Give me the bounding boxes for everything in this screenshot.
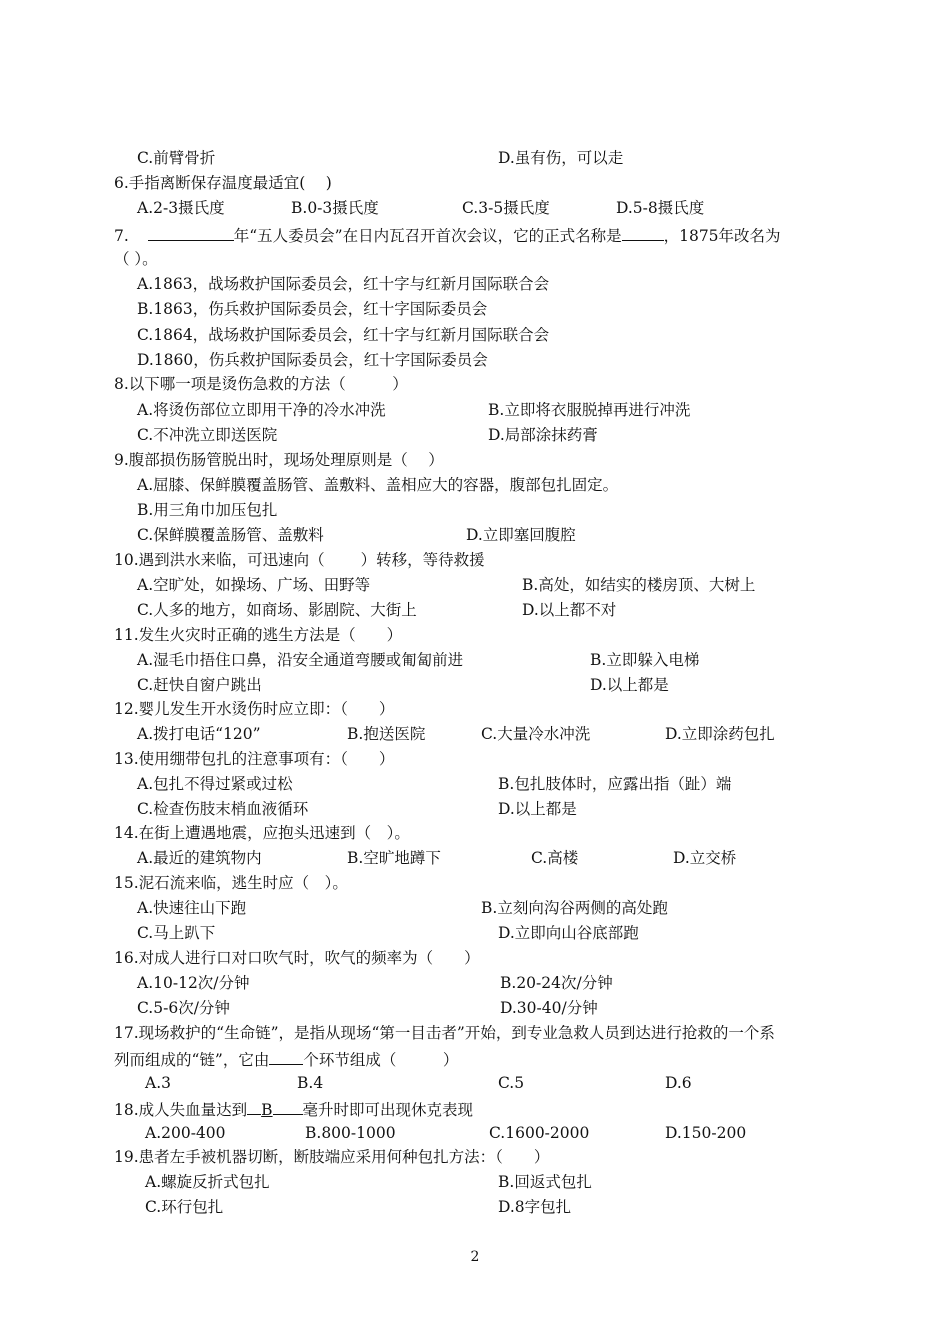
- option-b: B.1863，伤兵救护国际委员会，红十字国际委员会: [137, 300, 488, 318]
- option-d: D.以上都不对: [522, 601, 617, 619]
- option-a: A.螺旋反折式包扎: [145, 1173, 270, 1191]
- filled-answer: B: [261, 1101, 273, 1119]
- question-stem: 19.患者左手被机器切断，断肢端应采用何种包扎方法：（ ）: [114, 1148, 550, 1166]
- option-c: C.不冲洗立即送医院: [137, 426, 278, 444]
- page-number: 2: [470, 1249, 480, 1265]
- option-d: D.立即塞回腹腔: [466, 526, 576, 544]
- answer-blank: [148, 224, 234, 241]
- stem-text: 列而组成的“链”，它由: [114, 1051, 270, 1069]
- option-b: B.高处，如结实的楼房顶、大树上: [522, 576, 756, 594]
- option-c: C.检查伤肢末梢血液循环: [137, 800, 309, 818]
- option-a: A.拨打电话“120”: [137, 725, 261, 743]
- option-b: B.800-1000: [305, 1124, 396, 1142]
- option-c: C.环行包扎: [145, 1198, 224, 1216]
- question-stem: 11.发生火灾时正确的逃生方法是（ ）: [114, 626, 403, 644]
- option-d: D.5-8摄氏度: [616, 199, 705, 217]
- option-b: B.0-3摄氏度: [291, 199, 379, 217]
- option-c: C.前臂骨折: [137, 149, 216, 167]
- question-stem: 10.遇到洪水来临，可迅速向（ ）转移，等待救援: [114, 551, 485, 569]
- question-stem: 9.腹部损伤肠管脱出时，现场处理原则是（ ）: [114, 451, 444, 469]
- option-c: C.1864，战场救护国际委员会，红十字与红新月国际联合会: [137, 326, 550, 344]
- question-stem: 15.泥石流来临，逃生时应（ ）。: [114, 874, 348, 892]
- option-d: D.局部涂抹药膏: [488, 426, 598, 444]
- option-b: B.立刻向沟谷两侧的高处跑: [481, 899, 668, 917]
- option-d: D.虽有伤，可以走: [498, 149, 624, 167]
- option-a: A.3: [145, 1074, 171, 1092]
- question-stem: 6.手指离断保存温度最适宜( ): [114, 174, 332, 192]
- question-stem: [114, 224, 781, 246]
- option-b: B.4: [297, 1074, 324, 1092]
- option-b: B.空旷地蹲下: [347, 849, 441, 867]
- option-a: A.10-12次/分钟: [137, 974, 250, 992]
- stem-text: 18.成人失血量达到: [114, 1101, 248, 1119]
- option-c: C.马上趴下: [137, 924, 216, 942]
- option-b: B.20-24次/分钟: [500, 974, 613, 992]
- answer-blank: [273, 1098, 303, 1115]
- answer-blank: [269, 1048, 303, 1065]
- option-c: C.1600-2000: [489, 1124, 590, 1142]
- question-number: 7.: [114, 227, 129, 245]
- stem-text: 年“五人委员会”在日内瓦召开首次会议，它的正式名称是: [233, 227, 622, 245]
- option-a: A.最近的建筑物内: [137, 849, 262, 867]
- option-a: A.空旷处，如操场、广场、田野等: [137, 576, 371, 594]
- option-c: C.5-6次/分钟: [137, 999, 230, 1017]
- question-stem: 8.以下哪一项是烫伤急救的方法（ ）: [114, 375, 408, 393]
- question-stem: [114, 1048, 458, 1070]
- answer-blank: [622, 224, 664, 241]
- option-a: A.包扎不得过紧或过松: [137, 775, 293, 793]
- option-a: A.湿毛巾捂住口鼻，沿安全通道弯腰或匍匐前进: [137, 651, 464, 669]
- stem-text: ，1875年改名为: [663, 227, 781, 245]
- option-d: D.以上都是: [590, 676, 669, 694]
- option-d: D.6: [665, 1074, 692, 1092]
- question-stem: 13.使用绷带包扎的注意事项有：（ ）: [114, 750, 395, 768]
- option-a: A.将烫伤部位立即用干净的冷水冲洗: [137, 401, 386, 419]
- option-c: C.5: [498, 1074, 525, 1092]
- stem-text: 毫升时即可出现休克表现: [302, 1101, 474, 1119]
- option-c: C.3-5摄氏度: [462, 199, 550, 217]
- option-b: B.回返式包扎: [498, 1173, 592, 1191]
- option-a: A.200-400: [145, 1124, 226, 1142]
- question-stem: 17.现场救护的“生命链”，是指从现场“第一目击者”开始，到专业急救人员到达进行抢救的一个系: [114, 1024, 775, 1042]
- option-b: B.立即躲入电梯: [590, 651, 700, 669]
- option-a: A.快速往山下跑: [137, 899, 247, 917]
- option-d: D.30-40/分钟: [500, 999, 598, 1017]
- stem-text: 个环节组成（ ）: [303, 1051, 459, 1069]
- option-d: D.8字包扎: [498, 1198, 572, 1216]
- option-c: C.赶快自窗户跳出: [137, 676, 262, 694]
- option-b: B.包扎肢体时，应露出指（趾）端: [498, 775, 732, 793]
- option-d: D.以上都是: [498, 800, 577, 818]
- option-d: D.150-200: [665, 1124, 747, 1142]
- option-b: B.用三角巾加压包扎: [137, 501, 278, 519]
- option-a: A.1863，战场救护国际委员会，红十字与红新月国际联合会: [137, 275, 550, 293]
- option-c: C.大量冷水冲洗: [481, 725, 591, 743]
- option-d: D.1860，伤兵救护国际委员会，红十字国际委员会: [137, 351, 488, 369]
- option-c: C.人多的地方，如商场、影剧院、大街上: [137, 601, 417, 619]
- question-stem: 12.婴儿发生开水烫伤时应立即：（ ）: [114, 700, 395, 718]
- question-stem: [114, 1098, 473, 1120]
- option-b: B.抱送医院: [347, 725, 426, 743]
- option-c: C.高楼: [531, 849, 579, 867]
- option-d: D.立即向山谷底部跑: [498, 924, 639, 942]
- answer-blank: [247, 1098, 261, 1115]
- option-a: A.2-3摄氏度: [137, 199, 225, 217]
- option-c: C.保鲜膜覆盖肠管、盖敷料: [137, 526, 324, 544]
- question-stem: 14.在街上遭遇地震，应抱头迅速到（ ）。: [114, 824, 410, 842]
- option-d: D.立交桥: [673, 849, 737, 867]
- option-d: D.立即涂药包扎: [665, 725, 775, 743]
- stem-text: （ ）。: [114, 250, 158, 268]
- question-stem: 16.对成人进行口对口吹气时，吹气的频率为（ ）: [114, 949, 480, 967]
- option-b: B.立即将衣服脱掉再进行冲洗: [488, 401, 691, 419]
- option-a: A.屈膝、保鲜膜覆盖肠管、盖敷料、盖相应大的容器，腹部包扎固定。: [137, 476, 619, 494]
